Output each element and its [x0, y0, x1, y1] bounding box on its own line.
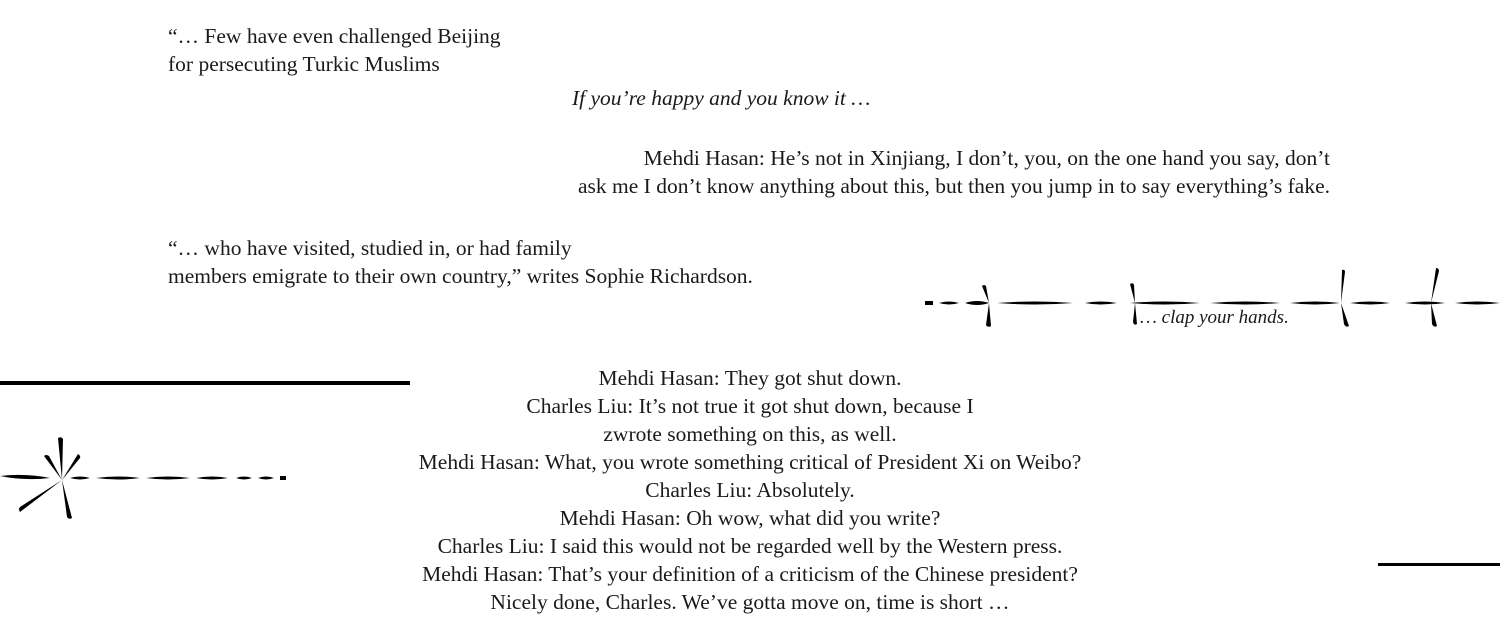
richardson-quote-line: members emigrate to their own country,” writes Sophie Richardson. — [168, 264, 753, 288]
dialogue-exchange — [250, 364, 1250, 616]
hasan-statement-line: Mehdi Hasan: He’s not in Xinjiang, I don’t, you, on the one hand you say, don’t — [643, 146, 1330, 170]
song-lyric-clap: … clap your hands. — [1140, 307, 1289, 328]
hasan-statement-line: ask me I don’t know anything about this, but then you jump in to say everything’s fake. — [578, 174, 1330, 198]
dialogue-line: Charles Liu: It’s not true it got shut down, because I — [526, 394, 974, 418]
dialogue-line: Mehdi Hasan: That’s your definition of a criticism of the Chinese president? — [422, 562, 1078, 586]
left-sprout-ornament — [0, 430, 290, 525]
song-lyric-happy: If you’re happy and you know it … — [572, 86, 871, 110]
dialogue-line: Mehdi Hasan: What, you wrote something critical of President Xi on Weibo? — [418, 450, 1082, 474]
opening-quote-line: “… Few have even challenged Beijing — [168, 24, 501, 48]
dialogue-line: Mehdi Hasan: They got shut down. — [598, 366, 902, 390]
dialogue-line: Mehdi Hasan: Oh wow, what did you write? — [559, 506, 941, 530]
richardson-quote-line: “… who have visited, studied in, or had family — [168, 236, 572, 260]
richardson-quote — [168, 234, 753, 290]
opening-quote — [168, 22, 501, 78]
clap-ornament-rule — [925, 262, 1500, 342]
hasan-statement — [578, 144, 1330, 200]
dialogue-line: zwrote something on this, as well. — [603, 422, 897, 446]
right-divider-line — [1378, 563, 1500, 566]
opening-quote-line: for persecuting Turkic Muslims — [168, 52, 440, 76]
dialogue-line: Charles Liu: Absolutely. — [645, 478, 855, 502]
dialogue-line: Nicely done, Charles. We’ve gotta move on, time is short … — [490, 590, 1010, 614]
dialogue-line: Charles Liu: I said this would not be regarded well by the Western press. — [437, 534, 1063, 558]
